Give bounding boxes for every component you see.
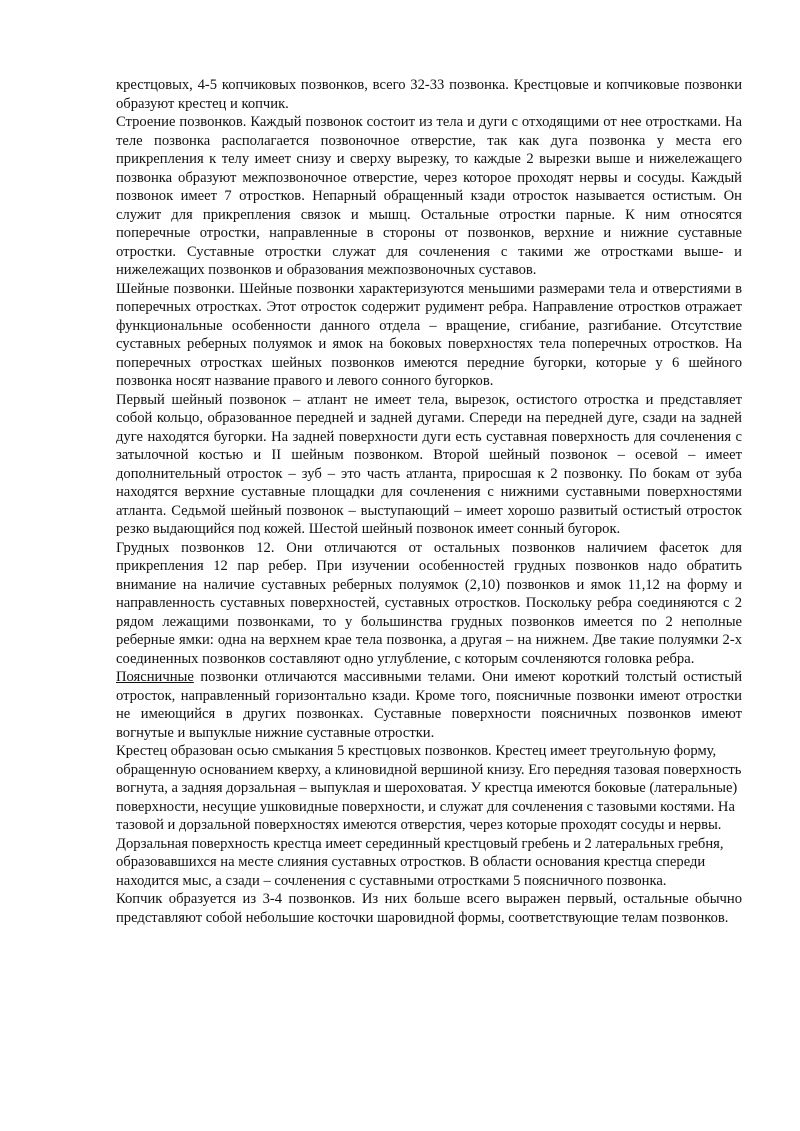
paragraph-text: Шейные позвонки. Шейные позвонки характеризуются меньшими размерами тела и отверстиями в поперечных отростках. Этот отросток содержит рудимент ребра. Направление отростков отражает функциональные особенности данного отдела – вращение, сгибание, разгибание. Отсутствие суставных реберных полуямок и ямок на боковых поверхностях тела поперечных отростков. На поперечных отростках шейных позвонков имеются передние бугорки, которые у 6 шейного позвонка носят название правого и левого сонного бугорков. bbox=[116, 280, 742, 389]
paragraph-text: Грудных позвонков 12. Они отличаются от остальных позвонков наличием фасеток для прикрепления 12 пар ребер. При изучении особенностей грудных позвонков надо обратить внимание на наличие суставных реберных полуямок (2,10) позвонков и ямок 11,12 на форму и направленность суставных поверхностей, суставных отростков. Поскольку ребра соединяются с 2 рядом лежащими позвонками, то у большинства грудных позвонков имеется по 2 неполные реберные ямки: одна на верхнем крае тела позвонка, а другая – на нижнем. Две такие полуямки 2-х соединенных позвонков составляют одно углубление, с которым сочленяются головка ребра. bbox=[116, 539, 742, 667]
paragraph-atlas-axis bbox=[116, 391, 742, 539]
underlined-term: Поясничные bbox=[116, 669, 194, 685]
paragraph-text: Строение позвонков. Каждый позвонок состоит из тела и дуги с отходящими от нее отростками. На теле позвонка располагается позвоночное отверстие, так как дуга позвонка у места его прикрепления к телу имеет снизу и сверху вырезку, то каждые 2 вырезки выше и нижележащего позвонка образуют межпозвоночное отверстие, через которое проходят нервы и сосуды. Каждый позвонок имеет 7 отростков. Непарный обращенный кзади отросток называется остистым. Он служит для прикрепления связок и мышц. Остальные отростки парные. К ним относятся поперечные отростки, направленные в стороны от позвонков, верхние и нижние суставные отростки. Суставные отростки служат для сочленения с такими же отростками выше- и нижележащих позвонков и образования межпозвоночных суставов. bbox=[116, 114, 742, 278]
paragraph-lumbar-vertebrae bbox=[116, 668, 742, 742]
paragraph-coccyx bbox=[116, 890, 742, 927]
paragraph-text: позвонки отличаются массивными телами. Они имеют короткий толстый остистый отросток, направленный горизонтально кзади. Кроме того, поясничные позвонки имеют отростки не имеющийся в других позвонках. Суставные поверхности поясничных позвонков имеют вогнутые и выпуклые нижние суставные отростки. bbox=[116, 669, 742, 741]
paragraph-text: Копчик образуется из 3-4 позвонков. Из них больше всего выражен первый, остальные обычно представляют собой небольшие косточки шаровидной формы, соответствующие телам позвонков. bbox=[116, 891, 742, 926]
paragraph-thoracic-vertebrae bbox=[116, 539, 742, 669]
paragraph-sacrum bbox=[116, 742, 742, 890]
paragraph-text: Первый шейный позвонок – атлант не имеет тела, вырезок, остистого отростка и представляет собой кольцо, образованное передней и задней дугами. Спереди на передней дуге, сзади на задней дуге находятся бугорки. На задней поверхности дуги есть суставная поверхность для сочленения с затылочной костью и II шейным позвонком. Второй шейный позвонок – осевой – имеет дополнительный отросток – зуб – это часть атланта, приросшая к 2 позвонку. По бокам от зуба находятся верхние суставные площадки для сочленения с нижними суставными поверхностями атланта. Седьмой шейный позвонок – выступающий – имеет хорошо развитый остистый отросток резко выдающийся под кожей. Шестой шейный позвонок имеет сонный бугорок. bbox=[116, 391, 742, 537]
paragraph-vertebra-structure bbox=[116, 113, 742, 280]
document-page bbox=[116, 76, 742, 927]
paragraph-vertebra-count bbox=[116, 76, 742, 113]
paragraph-text: Крестец образован осью смыкания 5 крестцовых позвонков. Крестец имеет треугольную форму, обращенную основанием кверху, а клиновидной вершиной книзу. Его передняя тазовая поверхность вогнута, а задняя дорзальная – выпуклая и шероховатая. У крестца имеются боковые (латеральные) поверхности, несущие ушковидные поверхности, и служат для сочленения с тазовыми костями. На тазовой и дорзальной поверхностях имеются отверстия, через которые проходят сосуды и нервы. Дорзальная поверхность крестца имеет серединный крестцовый гребень и 2 латеральных гребня, образовавшихся на месте слияния суставных отростков. В области основания крестца спереди находится мыс, а сзади – сочленения с суставными отростками 5 поясничного позвонка. bbox=[116, 743, 742, 889]
paragraph-text: крестцовых, 4-5 копчиковых позвонков, всего 32-33 позвонка. Крестцовые и копчиковые позвонки образуют крестец и копчик. bbox=[116, 77, 742, 112]
paragraph-cervical-vertebrae bbox=[116, 280, 742, 391]
